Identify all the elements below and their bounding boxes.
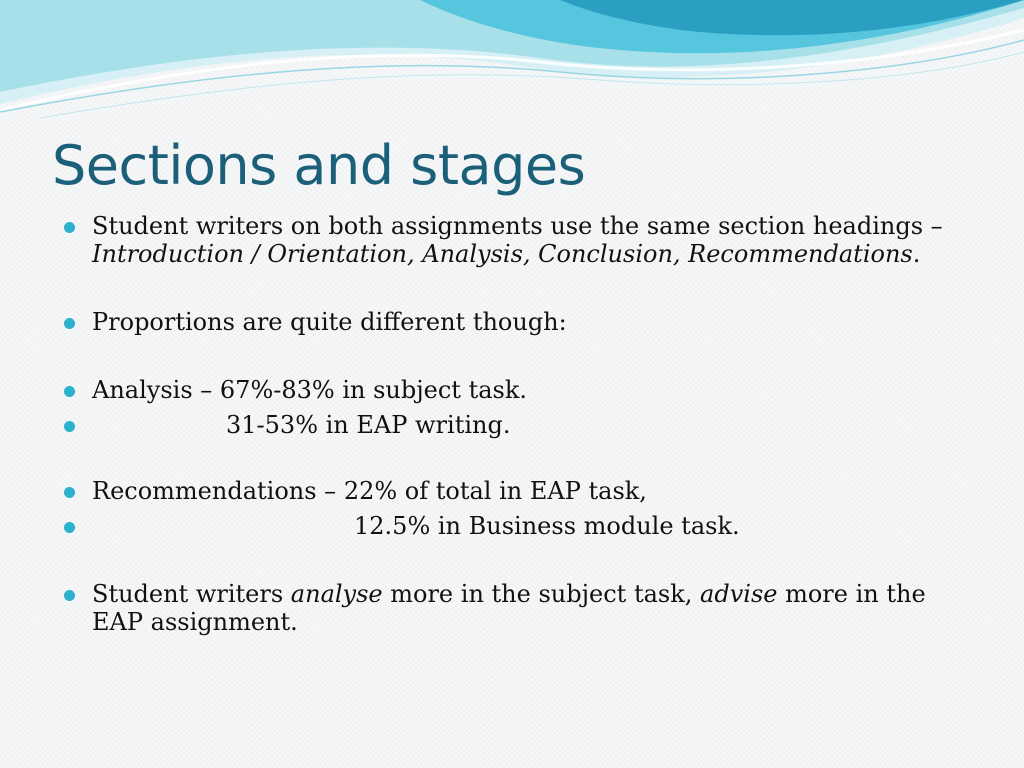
bullet-list: [64, 212, 964, 636]
bullet-dot-icon: [64, 487, 75, 498]
bullet-analysis: [64, 376, 964, 404]
bullet-dot-icon: [64, 522, 75, 533]
bullet-analysis-eap: [64, 411, 964, 439]
bullet-dot-icon: [64, 590, 75, 601]
bullet-dot-icon: [64, 386, 75, 397]
bullet-dot-icon: [64, 421, 75, 432]
emphasis-analyse: analyse: [290, 580, 383, 608]
bullet-text: Analysis – 67%-83% in subject task.: [92, 376, 528, 404]
bullet-text: Proportions are quite different though:: [92, 308, 567, 336]
slide-title: Sections and stages: [52, 134, 586, 197]
bullet-recommendations-business: [64, 512, 964, 540]
section-headings-list: Introduction / Orientation, Analysis, Conclusion, Recommendations: [92, 240, 913, 268]
bullet-text-continued: EAP assignment.: [92, 608, 298, 636]
bullet-analyse-advise: Student writers analyse more in the subject task, advise more in the EAP assignment.: [64, 580, 964, 636]
header-wave-decoration: [0, 0, 1024, 120]
bullet-dot-icon: [64, 318, 75, 329]
bullet-text: 12.5% in Business module task.: [354, 512, 740, 540]
bullet-proportions: [64, 308, 964, 336]
bullet-recommendations: [64, 477, 964, 505]
bullet-dot-icon: [64, 222, 75, 233]
bullet-text: 31-53% in EAP writing.: [226, 411, 511, 439]
bullet-section-headings: Student writers on both assignments use the same section headings – Introduction / Orientation, Analysis, Conclusion, Recommendations.: [64, 212, 964, 268]
bullet-text: Student writers on both assignments use the same section headings –: [92, 212, 943, 240]
emphasis-advise: advise: [700, 580, 778, 608]
bullet-text: Recommendations – 22% of total in EAP task,: [92, 477, 647, 505]
